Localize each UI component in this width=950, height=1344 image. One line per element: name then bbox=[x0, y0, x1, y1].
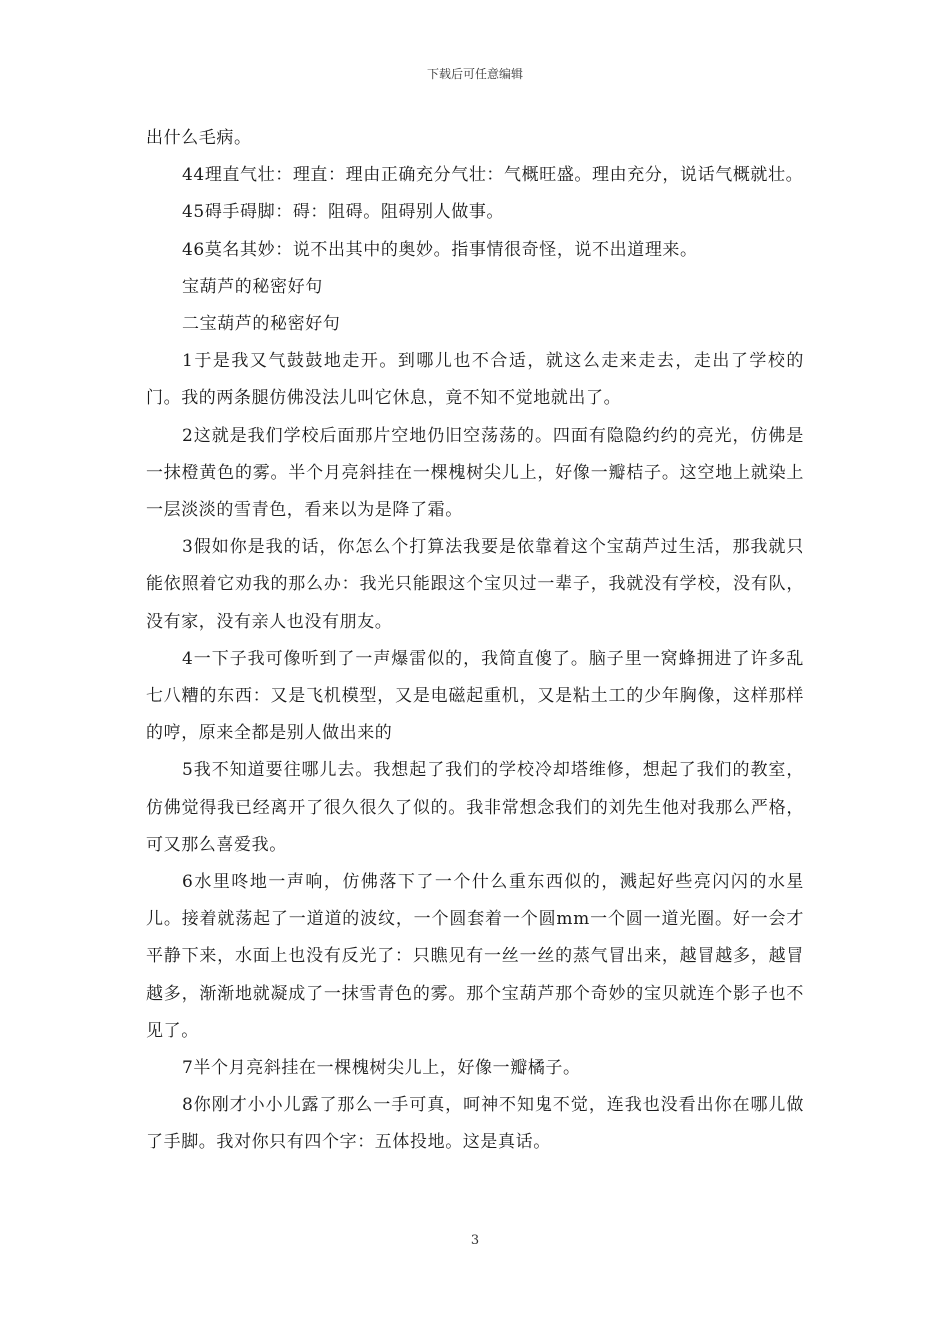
page-number: 3 bbox=[470, 1233, 480, 1248]
paragraph-sentence-3: 3假如你是我的话，你怎么个打算法我要是依靠着这个宝葫芦过生活，那我就只能依照着它劝我的那么办：我光只能跟这个宝贝过一辈子，我就没有学校，没有队，没有家，没有亲人也没有朋友。 bbox=[146, 537, 804, 632]
section-subheading: 二宝葫芦的秘密好句 bbox=[182, 314, 341, 335]
paragraph-sentence-2: 2这就是我们学校后面那片空地仍旧空荡荡的。四面有隐隐约约的亮光，仿佛是一抹橙黄色的雾。半个月亮斜挂在一棵槐树尖儿上，好像一瓣桔子。这空地上就染上一层淡淡的雪青色，看来以为是降了霜。 bbox=[146, 425, 804, 521]
paragraph-sentence-4: 4一下子我可像听到了一声爆雷似的，我简直傻了。脑子里一窝蜂拥进了许多乱七八糟的东西：又是飞机模型，又是电磁起重机，又是粘土工的少年胸像，这样那样的哼，原来全都是别人做出来的 bbox=[146, 648, 804, 744]
paragraph-idiom-46: 46莫名其妙：说不出其中的奥妙。指事情很奇怪，说不出道理来。 bbox=[182, 239, 698, 260]
paragraph-sentence-5: 5我不知道要往哪儿去。我想起了我们的学校冷却塔维修，想起了我们的教室，仿佛觉得我已经离开了很久很久了似的。我非常想念我们的刘先生他对我那么严格，可又那么喜爱我。 bbox=[146, 760, 804, 855]
paragraph-sentence-1: 1于是我又气鼓鼓地走开。到哪儿也不合适，就这么走来走去，走出了学校的门。我的两条腿仿佛没法儿叫它休息，竟不知不觉地就出了。 bbox=[146, 351, 804, 409]
paragraph-sentence-7: 7半个月亮斜挂在一棵槐树尖儿上，好像一瓣橘子。 bbox=[182, 1058, 581, 1079]
paragraph-sentence-6: 6水里咚地一声响，仿佛落下了一个什么重东西似的，溅起好些亮闪闪的水星儿。接着就荡起了一道道的波纹，一个圆套着一个圆mm一个圆一道光圈。好一会才平静下来，水面上也没有反光了：只瞧见有一丝一丝的蒸气冒出来，越冒越多，越冒越多，渐渐地就凝成了一抹雪青色的雾。那个宝葫芦那个奇妙的宝贝就连个影子也不见了。 bbox=[146, 872, 804, 1041]
paragraph-idiom-45: 45碍手碍脚：碍：阻碍。阻碍别人做事。 bbox=[182, 202, 505, 223]
paragraph-sentence-8: 8你刚才小小儿露了那么一手可真，呵神不知鬼不觉，连我也没看出你在哪儿做了手脚。我对你只有四个字：五体投地。这是真话。 bbox=[146, 1095, 804, 1153]
paragraph-idiom-44: 44理直气壮：理直：理由正确充分气壮：气概旺盛。理由充分，说话气概就壮。 bbox=[182, 165, 804, 186]
document-body bbox=[146, 120, 804, 1162]
page-header: 下载后可任意编辑 bbox=[426, 67, 523, 81]
section-heading: 宝葫芦的秘密好句 bbox=[182, 276, 323, 297]
paragraph-continuation: 出什么毛病。 bbox=[146, 128, 252, 148]
